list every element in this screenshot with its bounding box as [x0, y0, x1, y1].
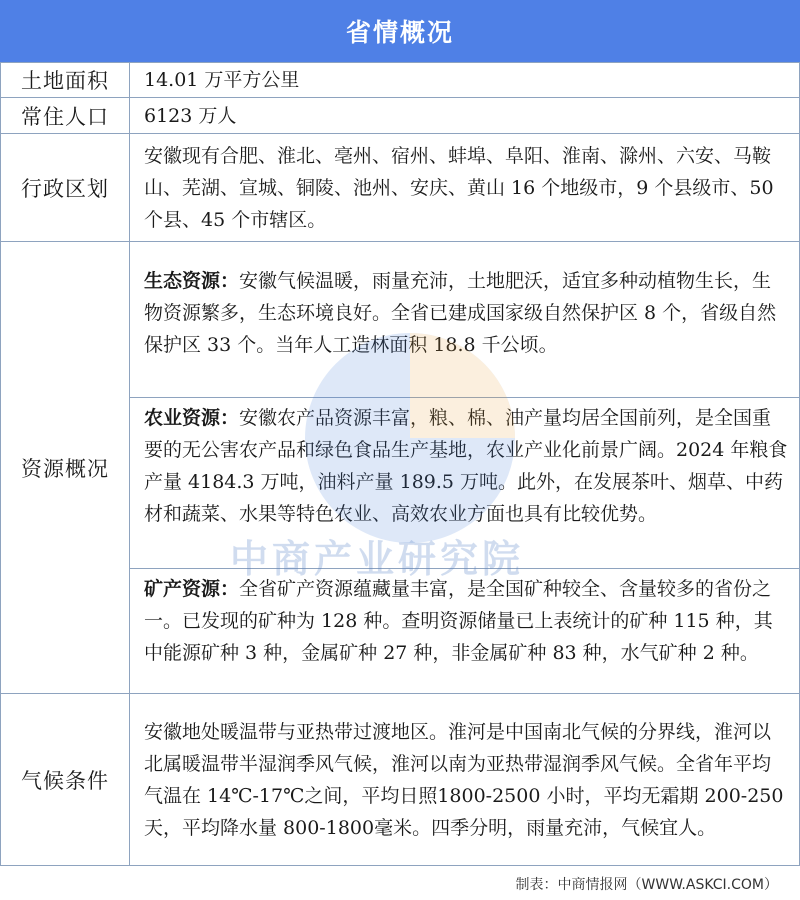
agriculture-text: 安徽农产品资源丰富，粮、棉、油产量均居全国前列，是全国重要的无公害农产品和绿色食品生产基地，农业产业化前景广阔。2024 年粮食产量 4184.3 万吨，油料产量 189.5 万吨。此外，在发展茶叶、烟草、中药材和蔬菜、水果等特色农业、高效农业方面也具有比较优势。	[144, 406, 788, 525]
ecology-heading: 生态资源：	[144, 269, 240, 292]
population-value: 6123 万人	[130, 98, 800, 134]
table-row	[1, 134, 800, 242]
agriculture-heading: 农业资源：	[144, 406, 240, 429]
watermark-text: 中商产业研究院	[230, 537, 525, 581]
climate-value: 安徽地处暖温带与亚热带过渡地区。淮河是中国南北气候的分界线，淮河以北属暖温带半湿润季风气候，淮河以南为亚热带湿润季风气候。全省年平均气温在 14℃-17℃之间，平均日照1800-2500 小时，平均无霜期 200-250 天，平均降水量 800-1800毫米。四季分明，雨量充沛，气候宜人。	[130, 694, 800, 866]
minerals-text: 全省矿产资源蕴藏量丰富，是全国矿种较全、含量较多的省份之一。已发现的矿种为 128 种。查明资源储量已上表统计的矿种 115 种，其中能源矿种 3 种，金属矿种 27 种，非金属矿种 83 种，水气矿种 2 种。	[144, 577, 773, 664]
mineral-resources	[130, 568, 799, 675]
province-overview-table	[0, 62, 800, 866]
table-row	[1, 63, 800, 98]
admin-division-value: 安徽现有合肥、淮北、亳州、宿州、蚌埠、阜阳、淮南、滁州、六安、马鞍山、芜湖、宣城、铜陵、池州、安庆、黄山 16 个地级市，9 个县级市、50 个县、45 个市辖区。	[130, 134, 800, 242]
source-footer: 制表：中商情报网（WWW.ASKCI.COM）	[515, 877, 778, 893]
row-label-admin-division: 行政区划	[1, 134, 130, 242]
row-label-climate: 气候条件	[1, 694, 130, 866]
table-row	[1, 98, 800, 134]
table-row	[1, 242, 800, 694]
ecology-text: 安徽气候温暖，雨量充沛，土地肥沃，适宜多种动植物生长，生物资源繁多，生态环境良好。全省已建成国家级自然保护区 8 个，省级自然保护区 33 个。当年人工造林面积 18.8 千公顷。	[144, 269, 777, 356]
table-title: 省情概况	[0, 0, 800, 62]
row-label-land-area: 土地面积	[1, 63, 130, 98]
minerals-heading: 矿产资源：	[144, 577, 240, 600]
ecology-resources	[130, 261, 799, 397]
land-area-value: 14.01 万平方公里	[130, 63, 800, 98]
row-label-resources: 资源概况	[1, 242, 130, 694]
row-label-population: 常住人口	[1, 98, 130, 134]
resources-cell	[130, 242, 800, 694]
table-row	[1, 694, 800, 866]
agriculture-resources	[130, 397, 799, 568]
